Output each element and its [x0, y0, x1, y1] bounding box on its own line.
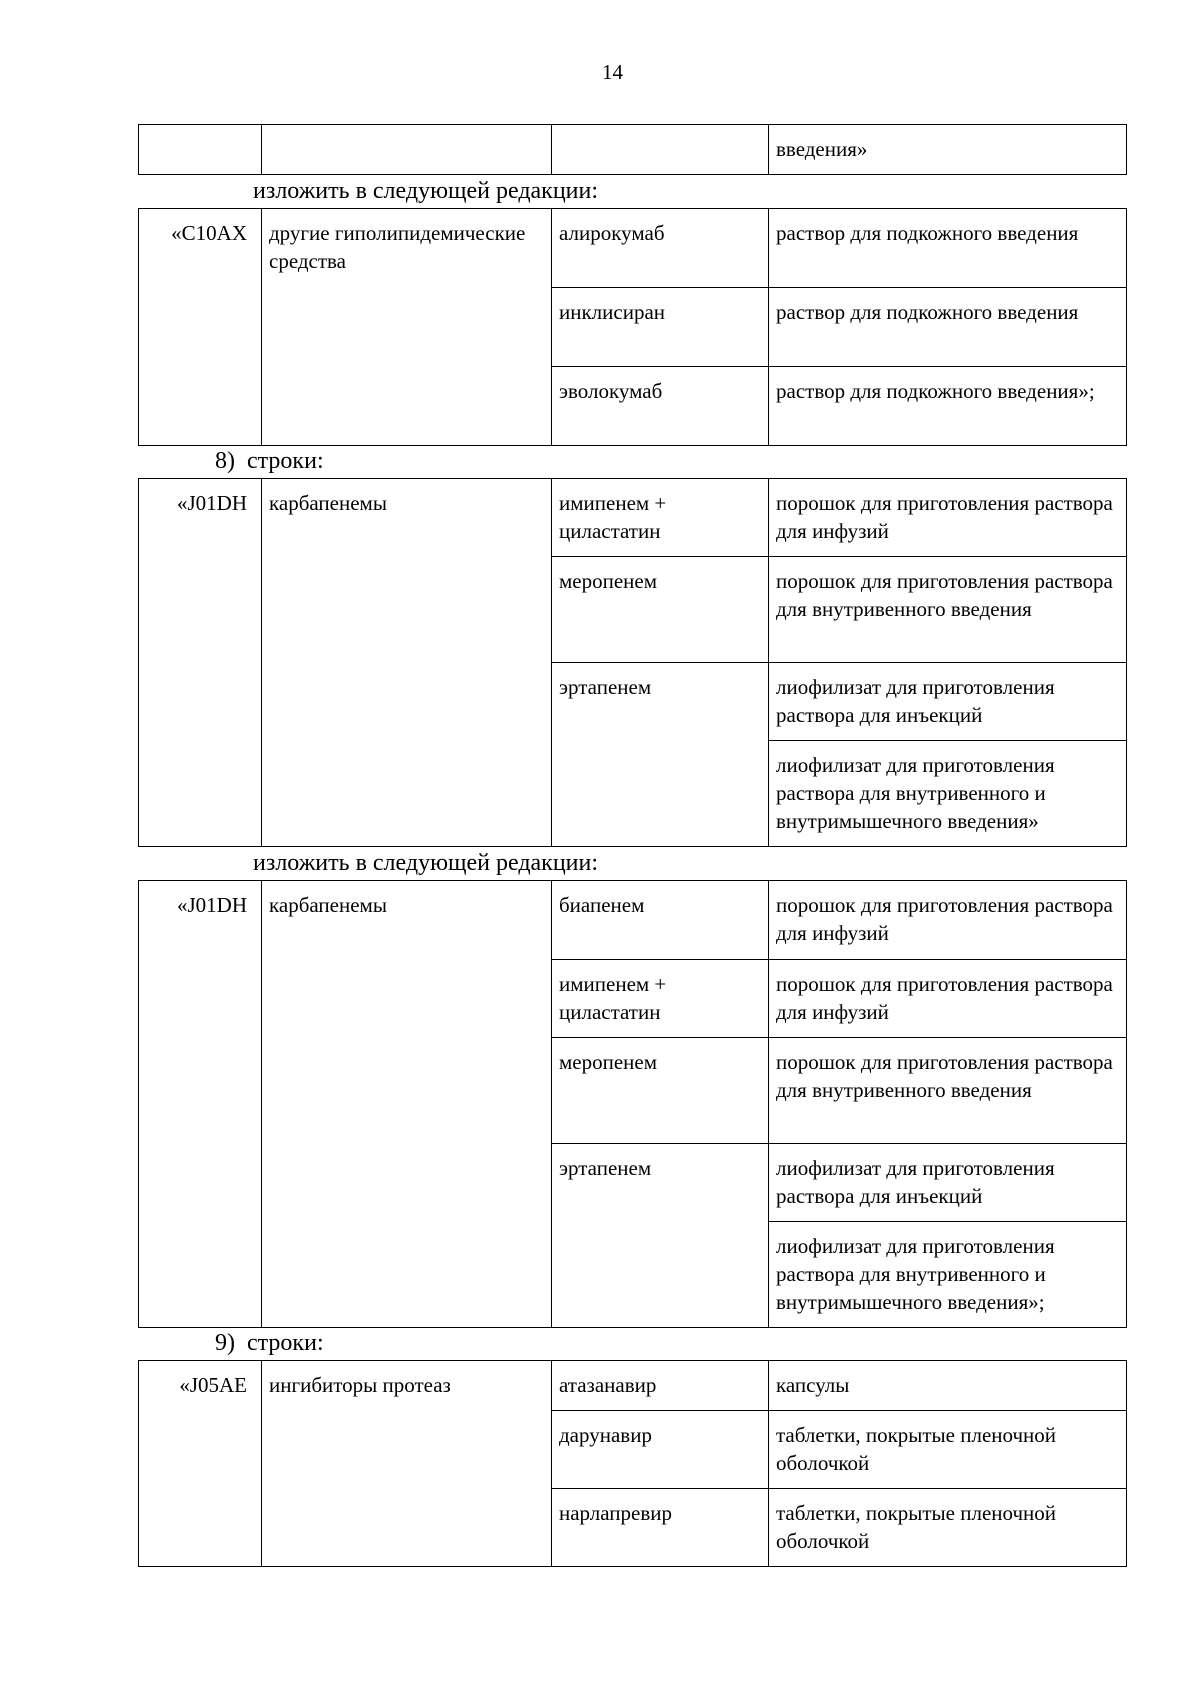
atc-code-cell: «J01DH	[139, 881, 262, 1328]
dosage-form-cell: раствор для подкожного введения	[769, 288, 1127, 367]
drug-name-cell	[552, 125, 769, 175]
caption-new-edition-1	[253, 177, 598, 205]
drug-table-j05ae	[138, 1360, 1127, 1567]
drug-name-cell: имипенем + циластатин	[552, 960, 769, 1038]
caption-text: изложить в следующей редакции:	[253, 850, 599, 876]
dosage-form-cell: раствор для подкожного введения	[769, 209, 1127, 288]
atc-code-cell: «C10AX	[139, 209, 262, 446]
group-name-cell: карбапенемы	[262, 881, 552, 1328]
group-name-cell: карбапенемы	[262, 479, 552, 847]
drug-name-cell: инклисиран	[552, 288, 769, 367]
dosage-form-cell: капсулы	[769, 1361, 1127, 1411]
table-row	[139, 1361, 1127, 1411]
atc-code-cell	[139, 125, 262, 175]
atc-code-cell: «J05AE	[139, 1361, 262, 1567]
table-row	[139, 479, 1127, 557]
group-name-cell: другие гиполипидемические средства	[262, 209, 552, 446]
drug-name-cell: эртапенем	[552, 1144, 769, 1328]
caption-text: строки:	[247, 1330, 324, 1356]
caption-text: изложить в следующей редакции:	[253, 178, 599, 204]
dosage-form-cell: порошок для приготовления раствора для инфузий	[769, 960, 1127, 1038]
table-row	[139, 881, 1127, 960]
dosage-form-cell: лиофилизат для приготовления раствора для внутривенного и внутримышечного введения»	[769, 741, 1127, 847]
caption-number: 8)	[215, 448, 235, 474]
drug-name-cell: дарунавир	[552, 1411, 769, 1489]
dosage-form-cell: порошок для приготовления раствора для инфузий	[769, 479, 1127, 557]
dosage-form-cell: порошок для приготовления раствора для инфузий	[769, 881, 1127, 960]
drug-name-cell: эволокумаб	[552, 367, 769, 446]
table-row	[139, 125, 1127, 175]
group-name-cell: ингибиторы протеаз	[262, 1361, 552, 1567]
drug-name-cell: меропенем	[552, 557, 769, 663]
drug-table-j01dh-old	[138, 478, 1127, 847]
caption-text: строки:	[247, 448, 324, 474]
dosage-form-cell: лиофилизат для приготовления раствора для внутривенного и внутримышечного введения»;	[769, 1222, 1127, 1328]
dosage-form-cell: таблетки, покрытые пленочной оболочкой	[769, 1411, 1127, 1489]
group-name-cell	[262, 125, 552, 175]
drug-name-cell: нарлапревир	[552, 1489, 769, 1567]
dosage-form-cell: раствор для подкожного введения»;	[769, 367, 1127, 446]
dosage-form-cell: лиофилизат для приготовления раствора для инъекций	[769, 663, 1127, 741]
table-row	[139, 209, 1127, 288]
caption-new-edition-2	[253, 849, 598, 877]
drug-name-cell: биапенем	[552, 881, 769, 960]
dosage-form-cell: введения»	[769, 125, 1127, 175]
dosage-form-cell: порошок для приготовления раствора для внутривенного введения	[769, 1038, 1127, 1144]
dosage-form-cell: лиофилизат для приготовления раствора для инъекций	[769, 1144, 1127, 1222]
drug-name-cell: алирокумаб	[552, 209, 769, 288]
caption-item-8	[215, 447, 324, 475]
caption-number: 9)	[215, 1330, 235, 1356]
drug-table-continuation	[138, 124, 1127, 175]
drug-name-cell: эртапенем	[552, 663, 769, 847]
atc-code-cell: «J01DH	[139, 479, 262, 847]
drug-name-cell: меропенем	[552, 1038, 769, 1144]
dosage-form-cell: порошок для приготовления раствора для внутривенного введения	[769, 557, 1127, 663]
dosage-form-cell: таблетки, покрытые пленочной оболочкой	[769, 1489, 1127, 1567]
drug-table-j01dh-new	[138, 880, 1127, 1328]
caption-item-9	[215, 1329, 324, 1357]
page-number: 14	[602, 60, 623, 84]
drug-name-cell: имипенем + циластатин	[552, 479, 769, 557]
drug-name-cell: атазанавир	[552, 1361, 769, 1411]
drug-table-c10ax	[138, 208, 1127, 446]
